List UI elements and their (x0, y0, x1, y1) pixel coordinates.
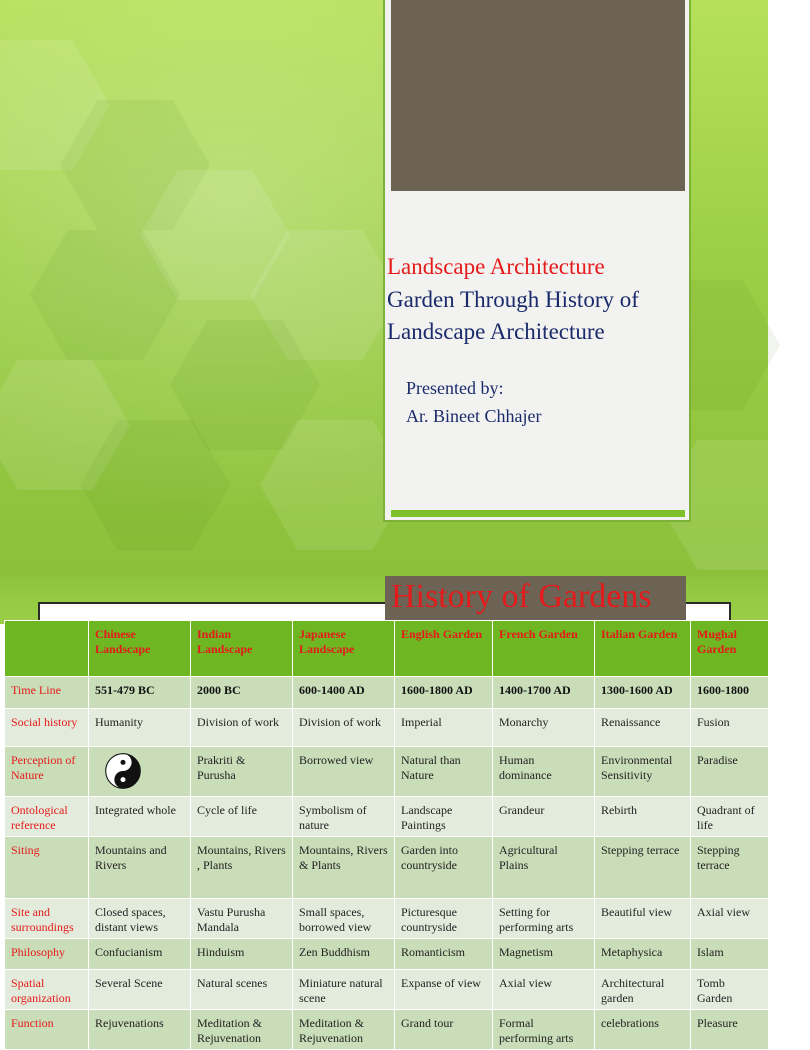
table-cell: Symbolism of nature (293, 797, 395, 837)
table-cell: Natural scenes (191, 970, 293, 1010)
header-cell: Japanese Landscape (293, 621, 395, 677)
header-cell: Mughal Garden (691, 621, 769, 677)
table-cell: Agricultural Plains (493, 837, 595, 899)
table-cell: Miniature natural scene (293, 970, 395, 1010)
table-cell: Rejuvenations (89, 1010, 191, 1050)
table-cell: Formal performing arts (493, 1010, 595, 1050)
table-cell: Fusion (691, 709, 769, 747)
history-slide (0, 576, 768, 1045)
table-cell: Axial view (691, 899, 769, 939)
table-cell: Several Scene (89, 970, 191, 1010)
accent-bar (391, 510, 685, 517)
row-label: Philosophy (5, 939, 89, 970)
table-cell: Stepping terrace (691, 837, 769, 899)
table-cell: 1400-1700 AD (493, 677, 595, 709)
row-label: Time Line (5, 677, 89, 709)
header-cell: Italian Garden (595, 621, 691, 677)
table-cell: 1600-1800 (691, 677, 769, 709)
table-cell: Rebirth (595, 797, 691, 837)
table-cell: celebrations (595, 1010, 691, 1050)
table-row (5, 797, 769, 837)
table-row (5, 677, 769, 709)
table-row (5, 837, 769, 899)
table-cell: Integrated whole (89, 797, 191, 837)
table-row (5, 709, 769, 747)
header-cell: English Garden (395, 621, 493, 677)
row-label: Function (5, 1010, 89, 1050)
table-cell: Humanity (89, 709, 191, 747)
table-cell: Prakriti & Purusha (191, 747, 293, 797)
table-cell: 1300-1600 AD (595, 677, 691, 709)
title-main: Landscape Architecture (387, 254, 605, 279)
table-cell: Meditation & Rejuvenation (293, 1010, 395, 1050)
table-cell: Islam (691, 939, 769, 970)
table-cell: Grand tour (395, 1010, 493, 1050)
table-cell: 600-1400 AD (293, 677, 395, 709)
table-cell: Closed spaces, distant views (89, 899, 191, 939)
table-cell: Stepping terrace (595, 837, 691, 899)
table-cell: Division of work (293, 709, 395, 747)
header-image (391, 0, 685, 191)
table-cell: Confucianism (89, 939, 191, 970)
table-cell: Renaissance (595, 709, 691, 747)
presented-by-label: Presented by: (406, 378, 504, 398)
header-cell: French Garden (493, 621, 595, 677)
table-row (5, 970, 769, 1010)
table-cell: Mountains, Rivers & Plants (293, 837, 395, 899)
table-cell: Mountains, Rivers , Plants (191, 837, 293, 899)
table-cell: Beautiful view (595, 899, 691, 939)
table-header-row (5, 621, 769, 677)
table-cell: Human dominance (493, 747, 595, 797)
table-cell: Borrowed view (293, 747, 395, 797)
row-label: Site and surroundings (5, 899, 89, 939)
table-cell: Magnetism (493, 939, 595, 970)
row-label: Ontological reference (5, 797, 89, 837)
table-cell: Paradise (691, 747, 769, 797)
table-cell: Meditation & Rejuvenation (191, 1010, 293, 1050)
header-cell (5, 621, 89, 677)
table-cell: Division of work (191, 709, 293, 747)
table-cell: Monarchy (493, 709, 595, 747)
table-cell: Architectural garden (595, 970, 691, 1010)
table-row (5, 899, 769, 939)
table-cell: Natural than Nature (395, 747, 493, 797)
table-cell: 1600-1800 AD (395, 677, 493, 709)
table-cell: Setting for performing arts (493, 899, 595, 939)
table-cell: Picturesque countryside (395, 899, 493, 939)
table-cell: 551-479 BC (89, 677, 191, 709)
table-cell: Tomb Garden (691, 970, 769, 1010)
title-subtitle: Garden Through History of Landscape Architecture (387, 287, 639, 344)
table-cell: Axial view (493, 970, 595, 1010)
table-cell: Landscape Paintings (395, 797, 493, 837)
slide-title: History of Gardens (391, 578, 652, 615)
table-cell: Zen Buddhism (293, 939, 395, 970)
table-row (5, 1010, 769, 1050)
table-cell: Vastu Purusha Mandala (191, 899, 293, 939)
table-cell: Metaphysica (595, 939, 691, 970)
table-cell: 2000 BC (191, 677, 293, 709)
table-cell (89, 747, 191, 797)
table-cell: Small spaces, borrowed view (293, 899, 395, 939)
presenter-block (406, 374, 541, 430)
presenter-name: Ar. Bineet Chhajer (406, 406, 542, 426)
table-cell: Imperial (395, 709, 493, 747)
yin-yang-icon (105, 753, 141, 789)
table-cell: Grandeur (493, 797, 595, 837)
table-cell: Mountains and Rivers (89, 837, 191, 899)
row-label: Spatial organization (5, 970, 89, 1010)
row-label: Perception of Nature (5, 747, 89, 797)
table-cell: Cycle of life (191, 797, 293, 837)
row-label: Siting (5, 837, 89, 899)
table-cell: Romanticism (395, 939, 493, 970)
table-cell: Garden into countryside (395, 837, 493, 899)
table-cell: Hinduism (191, 939, 293, 970)
table-cell: Quadrant of life (691, 797, 769, 837)
table-cell: Environmental Sensitivity (595, 747, 691, 797)
table-cell: Pleasure (691, 1010, 769, 1050)
header-cell: Chinese Landscape (89, 621, 191, 677)
table-cell: Expanse of view (395, 970, 493, 1010)
title-panel (383, 0, 691, 522)
table-row (5, 747, 769, 797)
header-cell: Indian Landscape (191, 621, 293, 677)
table-row (5, 939, 769, 970)
row-label: Social history (5, 709, 89, 747)
history-table (4, 620, 769, 1050)
